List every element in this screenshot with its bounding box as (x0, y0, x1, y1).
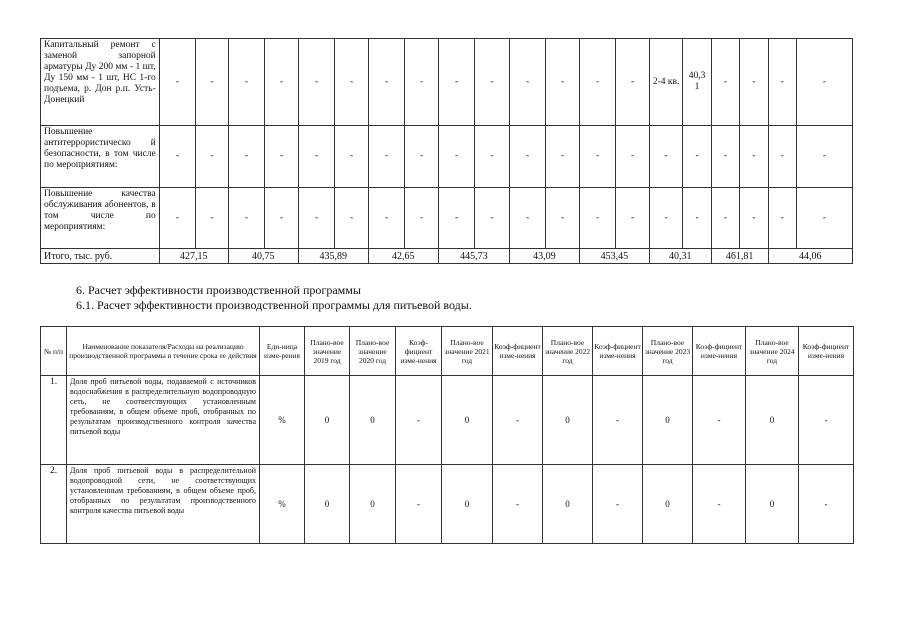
value-cell: - (509, 39, 546, 126)
value-cell: - (509, 126, 546, 188)
total-value: 445,73 (438, 249, 509, 264)
value-cell: - (228, 39, 265, 126)
efficiency-table-body (41, 376, 854, 544)
value-cell: - (265, 188, 298, 249)
value-cell: - (493, 376, 543, 465)
total-value: 40,75 (228, 249, 298, 264)
column-header: Коэф-фициент изме-нения (799, 327, 854, 376)
value-cell: 0 (543, 465, 593, 544)
column-header: Плано-вое значение 2024 год (746, 327, 799, 376)
value-cell: - (396, 376, 442, 465)
efficiency-table (40, 326, 854, 544)
value-cell: - (475, 188, 510, 249)
column-header: Коэф-фициент изме-нения (396, 327, 442, 376)
value-cell: - (298, 126, 335, 188)
value-cell: - (265, 126, 298, 188)
total-value: 40,31 (649, 249, 711, 264)
table-row (41, 465, 854, 544)
unit-cell: % (260, 465, 305, 544)
value-cell: - (228, 188, 265, 249)
value-cell: - (368, 188, 405, 249)
value-cell: - (298, 39, 335, 126)
value-cell: - (438, 126, 475, 188)
value-cell: - (768, 188, 796, 249)
value-cell: - (693, 376, 746, 465)
value-cell: - (475, 126, 510, 188)
value-cell: - (593, 465, 643, 544)
row-number: 2. (41, 465, 67, 544)
row-name-cell: Капитальный ремонт с заменой запорной арматуры Ду 200 мм - 1 шт, Ду 150 мм - 1 шт, НС 1-го подъема, р. Дон р.п. Усть-Донецкий (41, 39, 160, 126)
indicator-name: Доля проб питьевой воды в распределительной водопроводной сети, не соответствующих установленным требованиям, в общем объеме проб, отобранных по результатам производственного контроля качества питьевой воды (67, 465, 260, 544)
column-header: Плано-вое значение 2022 год (543, 327, 593, 376)
value-cell: - (740, 126, 768, 188)
efficiency-table-header (41, 327, 854, 376)
value-cell: 0 (746, 465, 799, 544)
value-cell: - (265, 39, 298, 126)
value-cell: - (711, 126, 739, 188)
value-cell: - (593, 376, 643, 465)
value-cell: 0 (746, 376, 799, 465)
row-number: 1. (41, 376, 67, 465)
value-cell: 0 (305, 376, 350, 465)
value-cell: - (649, 126, 682, 188)
value-cell: - (196, 126, 228, 188)
value-cell: 0 (543, 376, 593, 465)
row-name-cell: Повышение качества обслуживания абонентов, в том числе по мероприятиям: (41, 188, 160, 249)
value-cell: - (768, 126, 796, 188)
value-cell: - (711, 39, 739, 126)
value-cell: - (438, 188, 475, 249)
value-cell: 40,3 1 (683, 39, 711, 126)
column-header: Еди-ница изме-рения (260, 327, 305, 376)
total-label: Итого, тыс. руб. (41, 249, 160, 264)
table-row (41, 39, 853, 126)
column-header: Коэф-фициент изме-нения (593, 327, 643, 376)
total-value: 427,15 (159, 249, 228, 264)
value-cell: - (616, 126, 649, 188)
value-cell: - (546, 188, 579, 249)
value-cell: - (159, 126, 196, 188)
value-cell: 0 (442, 465, 493, 544)
value-cell: - (579, 188, 616, 249)
total-value: 435,89 (298, 249, 368, 264)
column-header: Наименование показателя/Расходы на реализацию производственной программы в течение срока ее действия (67, 327, 260, 376)
unit-cell: % (260, 376, 305, 465)
value-cell: 0 (350, 465, 396, 544)
value-cell: - (405, 126, 438, 188)
capital-repair-table (40, 38, 853, 264)
value-cell: - (396, 465, 442, 544)
value-cell: - (159, 39, 196, 126)
value-cell: - (493, 465, 543, 544)
section-heading-6: 6. Расчет эффективности производственной программы (76, 283, 361, 297)
value-cell: - (335, 188, 368, 249)
value-cell: 0 (643, 376, 693, 465)
row-name-cell: Повышение антитеррористическо й безопасности, в том числе по мероприятиям: (41, 126, 160, 188)
column-header: Плано-вое значение 2021 год (442, 327, 493, 376)
total-row (41, 249, 853, 264)
table-row (41, 126, 853, 188)
value-cell: - (616, 188, 649, 249)
value-cell: - (740, 39, 768, 126)
value-cell: - (796, 126, 852, 188)
value-cell: - (298, 188, 335, 249)
total-value: 43,09 (509, 249, 579, 264)
table-row (41, 188, 853, 249)
value-cell: - (335, 126, 368, 188)
value-cell: - (335, 39, 368, 126)
value-cell: - (368, 39, 405, 126)
value-cell: - (683, 126, 711, 188)
value-cell: - (799, 465, 854, 544)
value-cell: 0 (305, 465, 350, 544)
top-table-body (41, 39, 853, 264)
value-cell: - (740, 188, 768, 249)
value-cell: - (799, 376, 854, 465)
value-cell: 0 (350, 376, 396, 465)
value-cell: 0 (442, 376, 493, 465)
value-cell: - (509, 188, 546, 249)
total-value: 42,65 (368, 249, 438, 264)
value-cell: - (546, 39, 579, 126)
value-cell: - (796, 39, 852, 126)
value-cell: - (796, 188, 852, 249)
column-header: Плано-вое значение 2020 год (350, 327, 396, 376)
value-cell: - (711, 188, 739, 249)
value-cell: - (768, 39, 796, 126)
value-cell: - (196, 188, 228, 249)
column-header: Плано-вое значение 2019 год (305, 327, 350, 376)
section-heading-6-1: 6.1. Расчет эффективности производственной программы для питьевой воды. (76, 298, 472, 312)
column-header: Плано-вое значение 2023 год (643, 327, 693, 376)
value-cell: 2-4 кв. (649, 39, 682, 126)
total-value: 44,06 (768, 249, 852, 264)
column-header: № п/п (41, 327, 67, 376)
indicator-name: Доля проб питьевой воды, подаваемой с источников водоснабжения в распределительную водопроводную сеть, не соответствующих установленным требованиям, в общем объеме проб, отобранных по результатам производственного контроля качества питьевой воды (67, 376, 260, 465)
value-cell: - (649, 188, 682, 249)
value-cell: - (368, 126, 405, 188)
value-cell: - (405, 39, 438, 126)
table-row (41, 376, 854, 465)
value-cell: - (438, 39, 475, 126)
value-cell: - (616, 39, 649, 126)
value-cell: - (693, 465, 746, 544)
value-cell: - (475, 39, 510, 126)
value-cell: - (159, 188, 196, 249)
value-cell: - (579, 126, 616, 188)
column-header: Коэф-фициент изме-нения (693, 327, 746, 376)
column-header: Коэф-фициент изме-нения (493, 327, 543, 376)
value-cell: 0 (643, 465, 693, 544)
value-cell: - (196, 39, 228, 126)
value-cell: - (579, 39, 616, 126)
value-cell: - (405, 188, 438, 249)
total-value: 461,81 (711, 249, 768, 264)
value-cell: - (546, 126, 579, 188)
total-value: 453,45 (579, 249, 649, 264)
value-cell: - (683, 188, 711, 249)
value-cell: - (228, 126, 265, 188)
